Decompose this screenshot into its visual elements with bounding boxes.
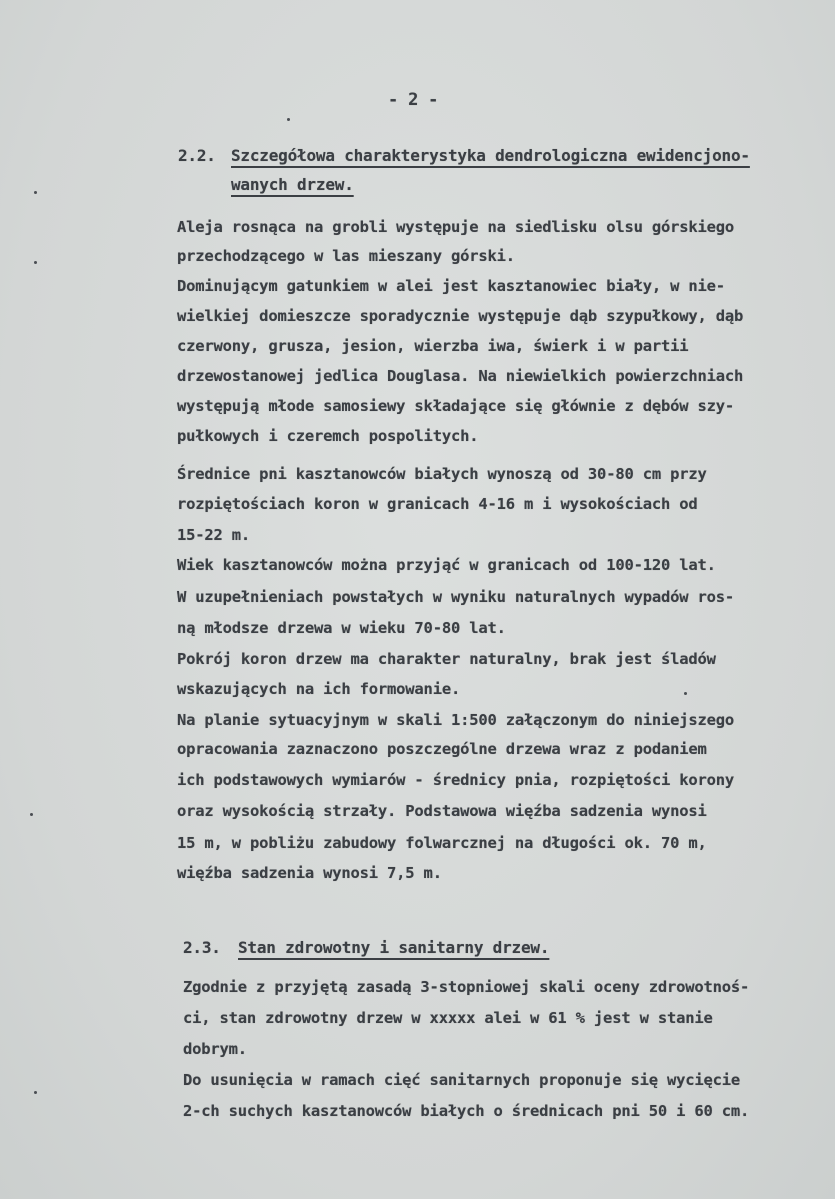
body-line: W uzupełnieniach powstałych w wyniku naturalnych wypadów ros- (177, 588, 735, 606)
body-line: występują młode samosiewy składające się głównie z dębów szy- (177, 397, 735, 415)
body-line: więźba sadzenia wynosi 7,5 m. (177, 864, 442, 882)
paper-speck (287, 118, 290, 121)
body-line: Pokrój koron drzew ma charakter naturalny, brak jest śladów (177, 650, 716, 668)
body-line: Dominującym gatunkiem w alei jest kasztanowiec biały, w nie- (177, 277, 725, 295)
section-2-2-title-line1: Szczegółowa charakterystyka dendrologiczna ewidencjono- (231, 146, 750, 165)
body-line: ci, stan zdrowotny drzew w xxxxx alei w 61 % jest w stanie (183, 1009, 713, 1027)
body-line: Zgodnie z przyjętą zasadą 3-stopniowej skali oceny zdrowotnoś- (183, 978, 750, 996)
body-line: 15 m, w pobliżu zabudowy folwarcznej na długości ok. 70 m, (177, 834, 707, 852)
body-line: Średnice pni kasztanowców białych wynoszą od 30-80 cm przy (177, 465, 707, 483)
page-number: - 2 - (388, 90, 439, 110)
body-line: ich podstawowych wymiarów - średnicy pnia, rozpiętości korony (177, 771, 735, 789)
body-line: ną młodsze drzewa w wieku 70-80 lat. (177, 619, 506, 637)
body-line: oraz wysokością strzały. Podstawowa więźba sadzenia wynosi (177, 802, 707, 820)
body-line: przechodzącego w las mieszany górski. (177, 247, 515, 265)
body-line: wskazujących na ich formowanie. (177, 680, 461, 698)
body-line: drzewostanowej jedlica Douglasa. Na niewielkich powierzchniach (177, 367, 744, 385)
body-line: pułkowych i czeremch pospolitych. (177, 427, 479, 445)
section-2-3-number: 2.3. (183, 938, 221, 957)
section-2-2-title-line2: wanych drzew. (231, 175, 354, 194)
punch-mark (30, 813, 33, 816)
body-line: Wiek kasztanowców można przyjąć w granicach od 100-120 lat. (177, 556, 716, 574)
paper-speck (684, 692, 687, 695)
body-line: Do usunięcia w ramach cięć sanitarnych proponuje się wycięcie (183, 1071, 741, 1089)
punch-mark (34, 1091, 37, 1094)
body-line: Na planie sytuacyjnym w skali 1:500 załączonym do niniejszego (177, 711, 735, 729)
body-line: opracowania zaznaczono poszczególne drzewa wraz z podaniem (177, 740, 707, 758)
body-line: 15-22 m. (177, 526, 251, 544)
section-2-3-title: Stan zdrowotny i sanitarny drzew. (238, 938, 550, 957)
punch-mark (34, 191, 37, 194)
punch-mark (34, 261, 37, 264)
body-line: wielkiej domieszcze sporadycznie występuje dąb szypułkowy, dąb (177, 307, 744, 325)
section-2-2-number: 2.2. (178, 146, 216, 165)
body-line: dobrym. (183, 1040, 247, 1058)
body-line: Aleja rosnąca na grobli występuje na siedlisku olsu górskiego (177, 218, 735, 236)
body-line: rozpiętościach koron w granicach 4-16 m i wysokościach od (177, 495, 698, 513)
body-line: czerwony, grusza, jesion, wierzba iwa, świerk i w partii (177, 337, 689, 355)
body-line: 2-ch suchych kasztanowców białych o średnicach pni 50 i 60 cm. (183, 1102, 750, 1120)
